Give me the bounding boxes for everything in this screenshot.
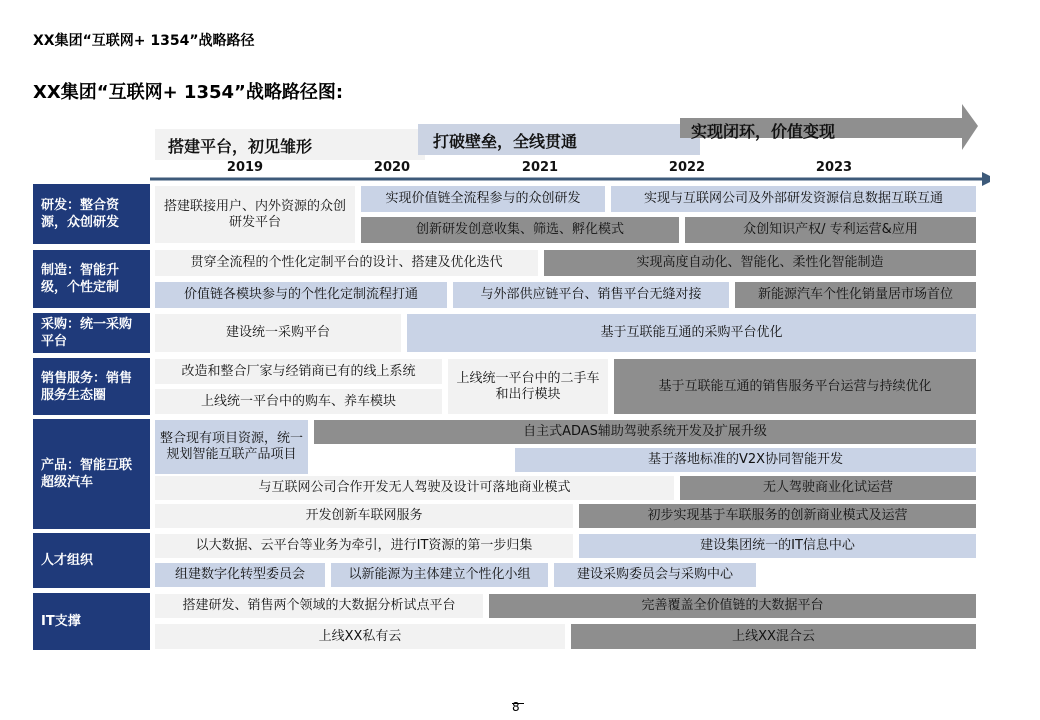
- chart-title: XX集团“互联网+ 1354”战略路径图:: [33, 82, 344, 103]
- timeline-arrowhead: [982, 172, 990, 186]
- cell-product-2: 自主式ADAS辅助驾驶系统开发及扩展升级: [314, 420, 976, 444]
- cell-it-4: 上线XX混合云: [571, 624, 976, 649]
- year-2021: 2021: [521, 160, 559, 175]
- cell-rd-4: 创新研发创意收集、筛选、孵化模式: [361, 217, 679, 243]
- cell-sales-1: 改造和整合厂家与经销商已有的线上系统: [155, 359, 442, 384]
- year-2022: 2022: [668, 160, 706, 175]
- cell-sales-4: 上线统一平台中的购车、养车模块: [155, 389, 442, 414]
- category-talent: 人才组织: [33, 533, 150, 588]
- year-2019: 2019: [226, 160, 264, 175]
- cell-purchase-1: 建设统一采购平台: [155, 314, 401, 352]
- cell-rd-2: 实现价值链全流程参与的众创研发: [361, 186, 605, 212]
- cell-purchase-2: 基于互联能互通的采购平台优化: [407, 314, 976, 352]
- cell-talent-3: 组建数字化转型委员会: [155, 563, 325, 587]
- phase-3-label: 实现闭环，价值变现: [691, 122, 836, 141]
- cell-product-1: 整合现有项目资源，统一规划智能互联产品项目: [155, 420, 308, 474]
- cell-it-1: 搭建研发、销售两个领域的大数据分析试点平台: [155, 594, 483, 618]
- phase-1-label: 搭建平台，初见雏形: [168, 137, 313, 156]
- category-rd: 研发：整合资源，众创研发: [33, 184, 150, 244]
- cell-mfg-4: 与外部供应链平台、销售平台无缝对接: [453, 282, 729, 308]
- cell-product-7: 初步实现基于车联服务的创新商业模式及运营: [579, 504, 976, 528]
- category-it: IT支撑: [33, 593, 150, 650]
- page-number: 8: [512, 700, 520, 714]
- cell-it-3: 上线XX私有云: [155, 624, 565, 649]
- cell-rd-5: 众创知识产权/ 专利运营&应用: [685, 217, 976, 243]
- cell-talent-2: 建设集团统一的IT信息中心: [579, 534, 976, 558]
- cell-talent-1: 以大数据、云平台等业务为牵引，进行IT资源的第一步归集: [155, 534, 573, 558]
- cell-mfg-5: 新能源汽车个性化销量居市场首位: [735, 282, 976, 308]
- document-title: XX集团“互联网+ 1354”战略路径: [33, 33, 255, 49]
- cell-mfg-1: 贯穿全流程的个性化定制平台的设计、搭建及优化迭代: [155, 250, 538, 276]
- cell-product-5: 无人驾驶商业化试运营: [680, 476, 976, 500]
- category-sales: 销售服务：销售服务生态圈: [33, 358, 150, 415]
- cell-rd-3: 实现与互联网公司及外部研发资源信息数据互联互通: [611, 186, 976, 212]
- cell-product-3: 基于落地标准的V2X协同智能开发: [515, 448, 976, 472]
- category-product: 产品：智能互联超级汽车: [33, 419, 150, 529]
- category-manufacturing: 制造：智能升级，个性定制: [33, 250, 150, 308]
- cell-talent-5: 建设采购委员会与采购中心: [554, 563, 756, 587]
- cell-mfg-2: 实现高度自动化、智能化、柔性化智能制造: [544, 250, 976, 276]
- year-2020: 2020: [373, 160, 411, 175]
- cell-talent-4: 以新能源为主体建立个性化小组: [331, 563, 548, 587]
- year-2023: 2023: [815, 160, 853, 175]
- cell-sales-2: 上线统一平台中的二手车和出行模块: [448, 359, 608, 414]
- cell-sales-3: 基于互联能互通的销售服务平台运营与持续优化: [614, 359, 976, 414]
- category-purchase: 采购：统一采购平台: [33, 313, 150, 353]
- cell-rd-1: 搭建联接用户、内外资源的众创研发平台: [155, 186, 355, 243]
- cell-it-2: 完善覆盖全价值链的大数据平台: [489, 594, 976, 618]
- cell-mfg-3: 价值链各模块参与的个性化定制流程打通: [155, 282, 447, 308]
- phase-2-label: 打破壁垒，全线贯通: [433, 132, 578, 151]
- cell-product-6: 开发创新车联网服务: [155, 504, 573, 528]
- cell-product-4: 与互联网公司合作开发无人驾驶及设计可落地商业模式: [155, 476, 674, 500]
